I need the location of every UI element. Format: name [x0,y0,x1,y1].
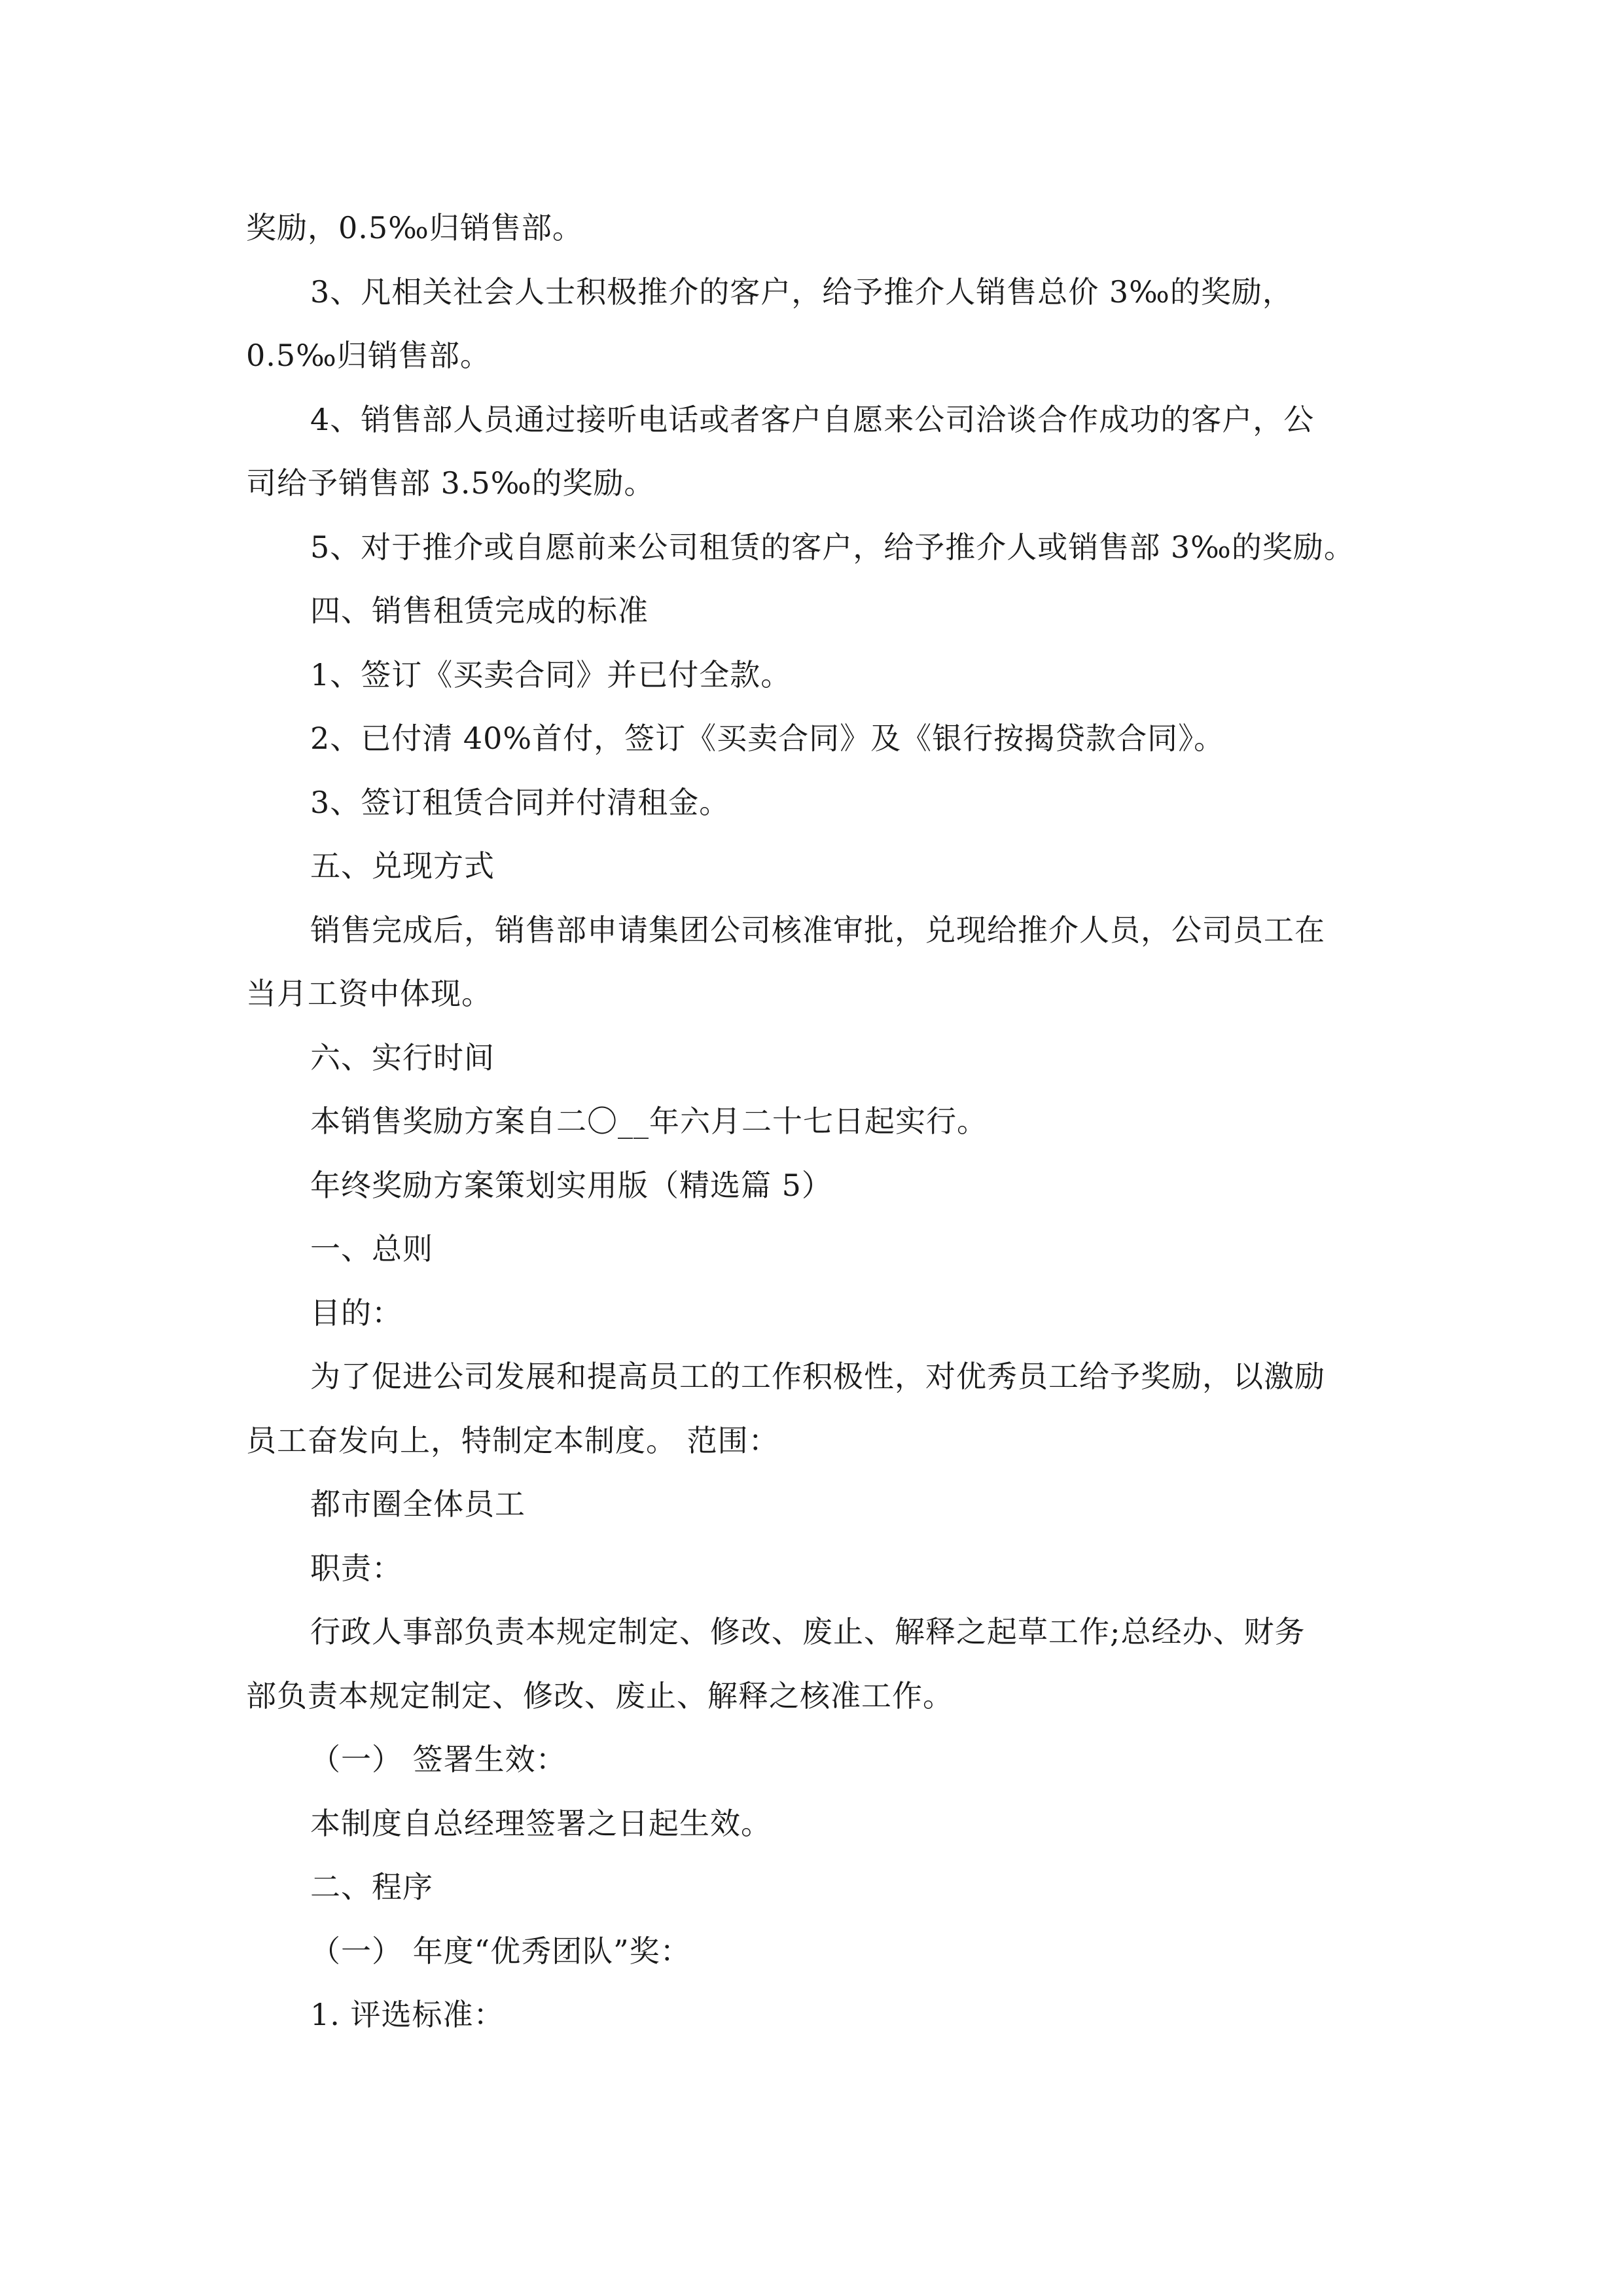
section-heading: 四、销售租赁完成的标准 [310,593,649,628]
text-line: （一） 年度“优秀团队”奖： [310,1933,691,1969]
section-heading: 六、实行时间 [310,1040,495,1075]
text-line: 4、销售部人员通过接听电话或者客户自愿来公司洽谈合作成功的客户，公 [310,402,1315,437]
text-line: 奖励，0.5‰归销售部。 [246,210,583,245]
text-line: 0.5‰归销售部。 [246,338,491,373]
text-line: 1. 评选标准： [310,1997,505,2032]
text-line: 2、已付清 40%首付，签订《买卖合同》及《银行按揭贷款合同》。 [310,721,1225,756]
text-line: 为了促进公司发展和提高员工的工作积极性，对优秀员工给予奖励，以激励 [310,1359,1325,1394]
text-line: 目的： [310,1295,402,1331]
section-heading: 五、兑现方式 [310,848,495,884]
text-line: 职责： [310,1551,402,1586]
document-title: 年终奖励方案策划实用版（精选篇 5） [310,1168,832,1203]
text-line: 1、签订《买卖合同》并已付全款。 [310,657,792,692]
text-line: 部负责本规定制定、修改、废止、解释之核准工作。 [246,1678,954,1713]
text-line: 本制度自总经理签署之日起生效。 [310,1806,772,1841]
text-line: 销售完成后，销售部申请集团公司核准审批，兑现给推介人员，公司员工在 [310,912,1325,948]
text-line: （一） 签署生效： [310,1742,567,1777]
section-heading: 一、总则 [310,1231,433,1266]
text-line: 本销售奖励方案自二〇__年六月二十七日起实行。 [310,1103,988,1139]
text-line: 都市圈全体员工 [310,1486,526,1522]
text-line: 5、对于推介或自愿前来公司租赁的客户，给予推介人或销售部 3‰的奖励。 [310,529,1355,565]
text-line: 当月工资中体现。 [246,976,492,1011]
text-line: 行政人事部负责本规定制定、修改、废止、解释之起草工作;总经办、财务 [310,1614,1306,1649]
text-line: 员工奋发向上，特制定本制度。 范围： [246,1423,779,1458]
text-line: 3、凡相关社会人士积极推介的客户，给予推介人销售总价 3‰的奖励， [310,274,1293,310]
text-line: 3、签订租赁合同并付清租金。 [310,785,730,820]
section-heading: 二、程序 [310,1869,433,1905]
text-line: 司给予销售部 3.5‰的奖励。 [246,465,655,501]
